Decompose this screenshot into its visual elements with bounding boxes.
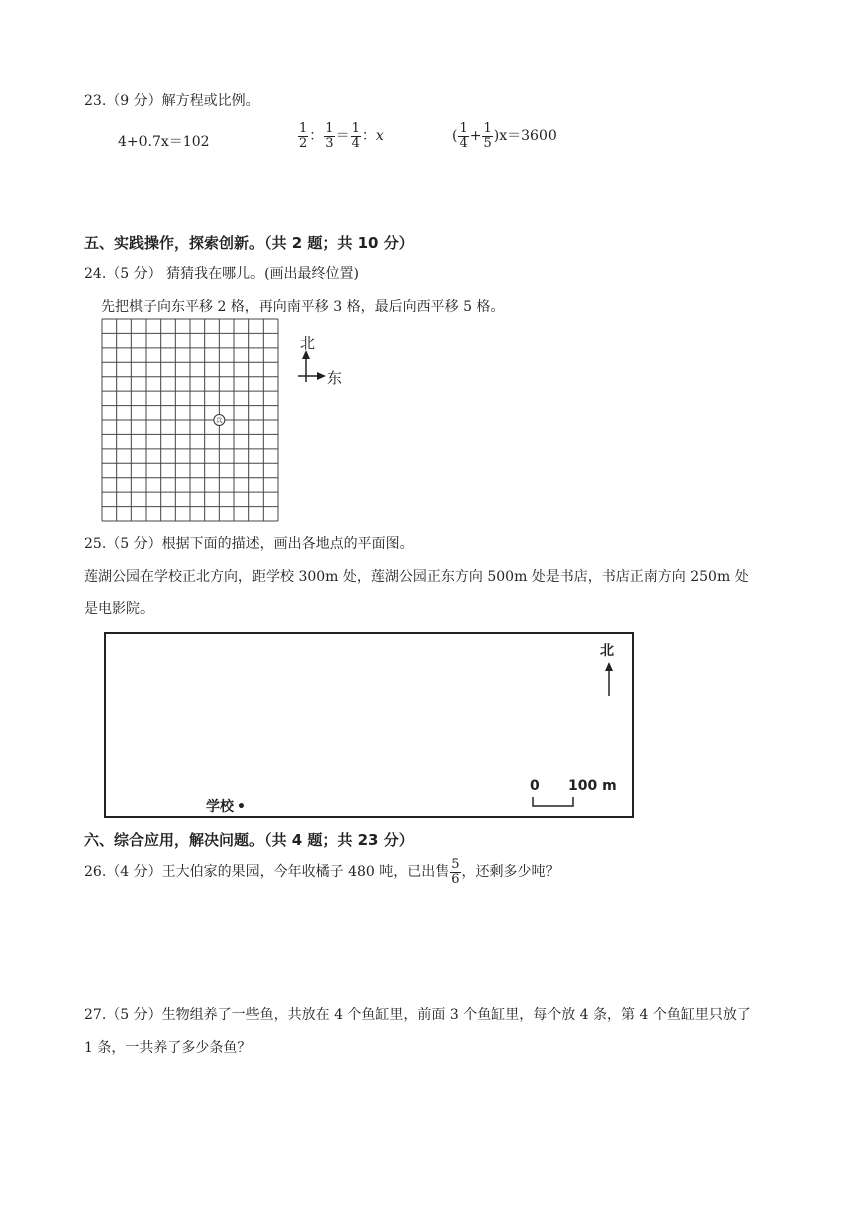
q23-equation-1 [118, 131, 210, 151]
fraction: $\frac{1}{3}$ [325, 121, 334, 151]
compass-icon [296, 334, 352, 386]
chess-piece-label: 兵 [215, 416, 223, 425]
school-point-icon: • [237, 799, 246, 815]
north-arrow-icon [602, 662, 616, 698]
q25-line-1: 莲湖公园在学校正北方向，距学校 300m 处，莲湖公园正东方向 500m 处是书店，书店正南方向 250m 处 [84, 569, 749, 585]
q25-title: 25.（5 分）根据下面的描述，画出各地点的平面图。 [84, 536, 414, 552]
scale-bar-icon [532, 796, 576, 808]
map-north-label: 北 [600, 643, 614, 659]
grid-drawing [101, 318, 279, 522]
q25-line-2: 是电影院。 [84, 601, 154, 617]
fraction: $\frac{1}{2}$ [299, 121, 308, 151]
section-5-heading: 五、实践操作，探索创新。（共 2 题；共 10 分） [84, 234, 414, 252]
q23-title: 23.（9 分）解方程或比例。 [84, 93, 260, 109]
scale-zero-label: 0 [530, 778, 540, 794]
scale-value-label: 100 m [568, 778, 617, 794]
compass-north-label: 北 [300, 334, 316, 352]
q23-eq1-text: 4+0.7x＝102 [118, 134, 210, 150]
fraction: $\frac{1}{4}$ [459, 121, 468, 151]
map-frame [104, 632, 634, 818]
compass-east-label: 东 [327, 369, 343, 386]
q27-line-1: 27.（5 分）生物组养了一些鱼，共放在 4 个鱼缸里，前面 3 个鱼缸里，每个放 4 条，第 4 个鱼缸里只放了 [84, 1007, 751, 1023]
q23-equation-3: ( $\frac{1}{4}$ + $\frac{1}{5}$ )x＝3600 [452, 121, 557, 151]
chess-grid [101, 318, 279, 522]
fraction: $\frac{1}{5}$ [483, 121, 492, 151]
q24-instruction: 先把棋子向东平移 2 格，再向南平移 3 格，最后向西平移 5 格。 [101, 299, 505, 315]
section-6-heading: 六、综合应用，解决问题。（共 4 题；共 23 分） [84, 831, 414, 849]
q26-text: 26.（4 分）王大伯家的果园，今年收橘子 480 吨，已出售 $\frac{5}{6}$ ，还剩多少吨？ [84, 857, 560, 887]
fraction: $\frac{5}{6}$ [451, 857, 460, 887]
fraction: $\frac{1}{4}$ [351, 121, 360, 151]
school-label: 学校 • [206, 799, 246, 815]
q23-equation-2: $\frac{1}{2}$ ： $\frac{1}{3}$ ＝ $\frac{1}{4}$ ：x [299, 121, 384, 151]
q27-line-2: 1 条，一共养了多少条鱼？ [84, 1040, 252, 1056]
q24-title: 24.（5 分） 猜猜我在哪儿。(画出最终位置) [84, 266, 359, 282]
